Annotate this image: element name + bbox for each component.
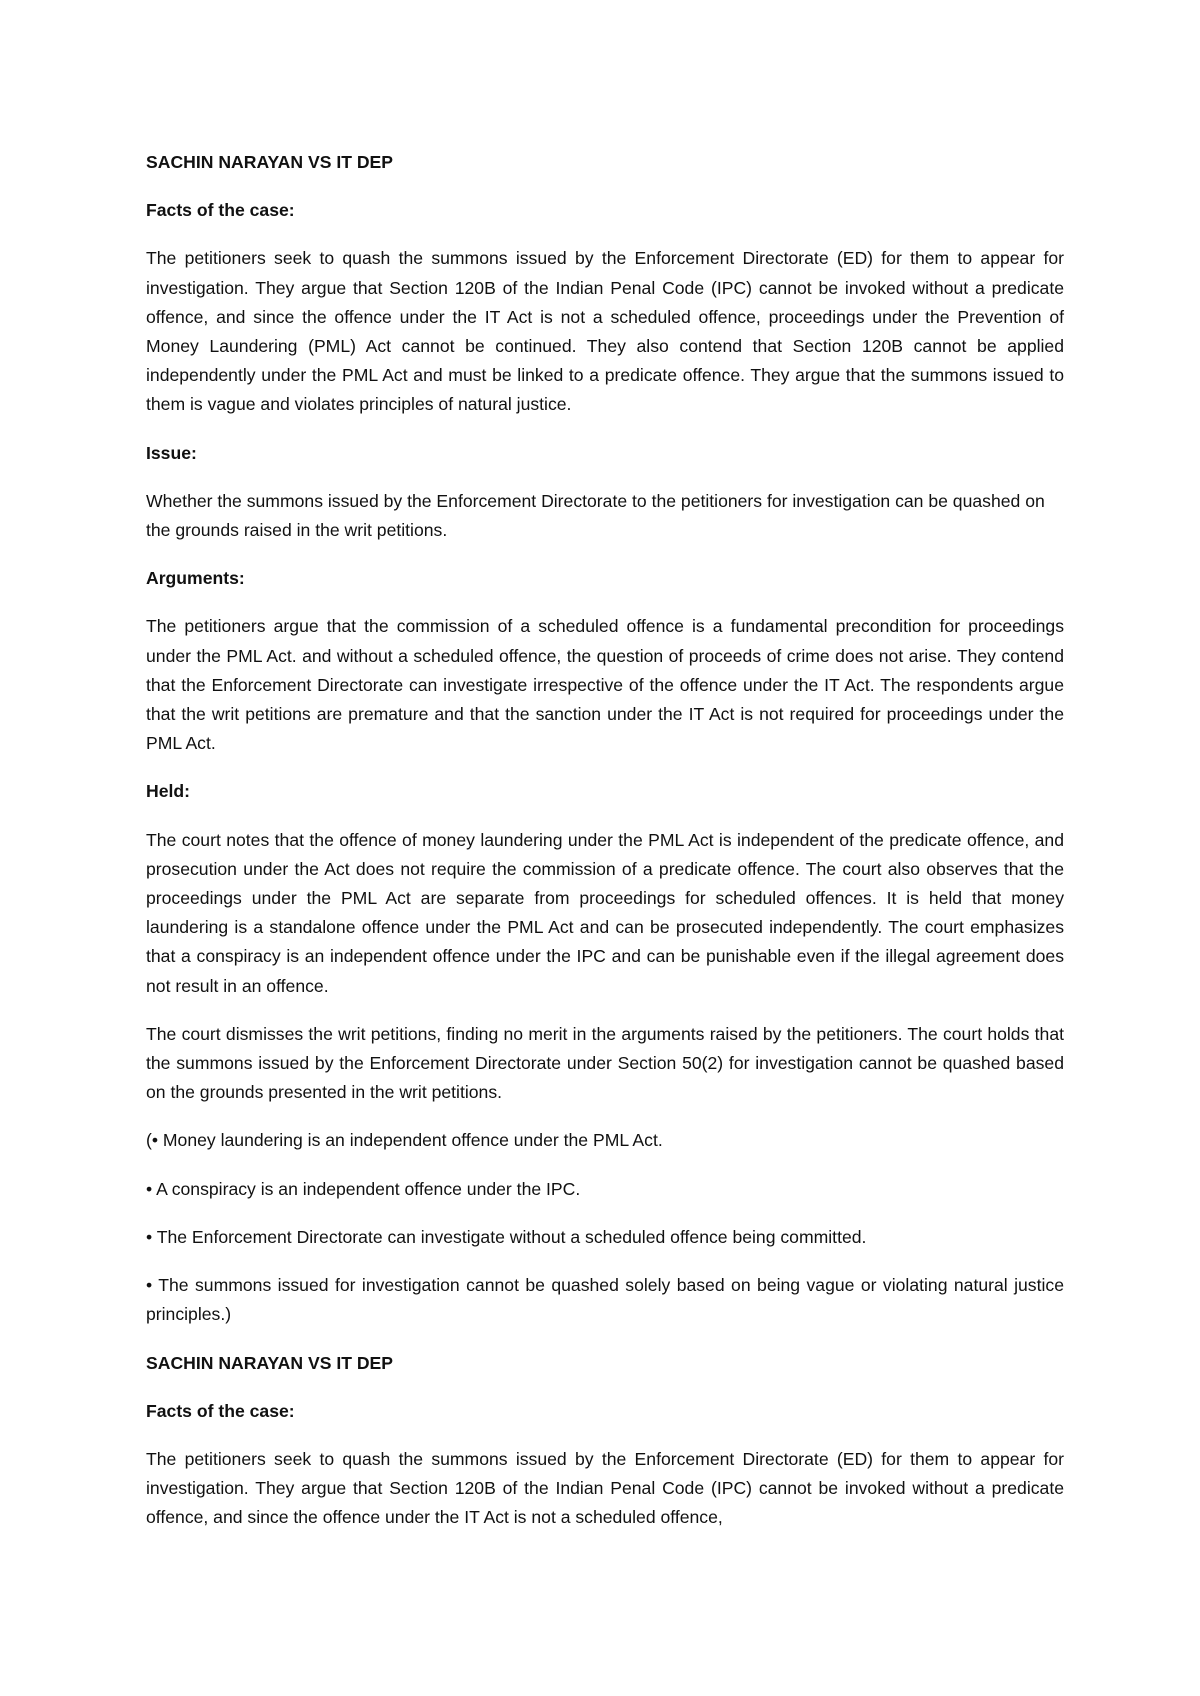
arguments-heading: Arguments: [146,568,245,589]
arguments-paragraph: The petitioners argue that the commission of a scheduled offence is a fundamental precondition for proceedings under the PML Act. and without a scheduled offence, the question of proceeds of crime does not arise. They contend that the Enforcement Directorate can investigate irrespective of the offence under the IT Act. The respondents argue that the writ petitions are premature and that the sanction under the IT Act is not required for proceedings under the PML Act. [146,616,1064,754]
held-paragraph-1: The court notes that the offence of money laundering under the PML Act is independent of the predicate offence, and prosecution under the Act does not require the commission of a predicate offence. The court also observes that the proceedings under the PML Act are separate from proceedings for scheduled offences. It is held that money laundering is a standalone offence under the PML Act and can be prosecuted independently. The court emphasizes that a conspiracy is an independent offence under the IPC and can be punishable even if the illegal agreement does not result in an offence. [146,829,1064,996]
held-paragraph-2: The court dismisses the writ petitions, finding no merit in the arguments raised by the petitioners. The court holds that the summons issued by the Enforcement Directorate under Section 50(2) for investigation cannot be quashed based on the grounds presented in the writ petitions. [146,1023,1064,1103]
bullet-item: (• Money laundering is an independent offence under the PML Act. [146,1130,663,1151]
repeat-facts-paragraph: The petitioners seek to quash the summons issued by the Enforcement Directorate (ED) for them to appear for investigation. They argue that Section 120B of the Indian Penal Code (IPC) cannot be invoked without a predicate offence, and since the offence under the IT Act is not a scheduled offence, [146,1448,1064,1528]
repeat-facts-heading: Facts of the case: [146,1400,295,1421]
bullet-item: • The Enforcement Directorate can investigate without a scheduled offence being committed. [146,1226,867,1247]
bullet-item: • The summons issued for investigation cannot be quashed solely based on being vague or violating natural justice principles.) [146,1275,1064,1325]
facts-paragraph: The petitioners seek to quash the summons issued by the Enforcement Directorate (ED) for them to appear for investigation. They argue that Section 120B of the Indian Penal Code (IPC) cannot be invoked without a predicate offence, and since the offence under the IT Act is not a scheduled offence, proceedings under the Prevention of Money Laundering (PML) Act cannot be continued. They also contend that Section 120B cannot be applied independently under the PML Act and must be linked to a predicate offence. They argue that the summons issued to them is vague and violates principles of natural justice. [146,248,1064,415]
issue-paragraph: Whether the summons issued by the Enforcement Directorate to the petitioners for investigation can be quashed on the grounds raised in the writ petitions. [146,490,1045,541]
facts-heading: Facts of the case: [146,200,295,221]
document-page [146,148,1064,1552]
held-heading: Held: [146,781,190,802]
issue-heading: Issue: [146,442,197,463]
bullet-item: • A conspiracy is an independent offence under the IPC. [146,1178,581,1199]
document-title: SACHIN NARAYAN VS IT DEP [146,152,394,172]
repeat-document-title: SACHIN NARAYAN VS IT DEP [146,1352,394,1373]
